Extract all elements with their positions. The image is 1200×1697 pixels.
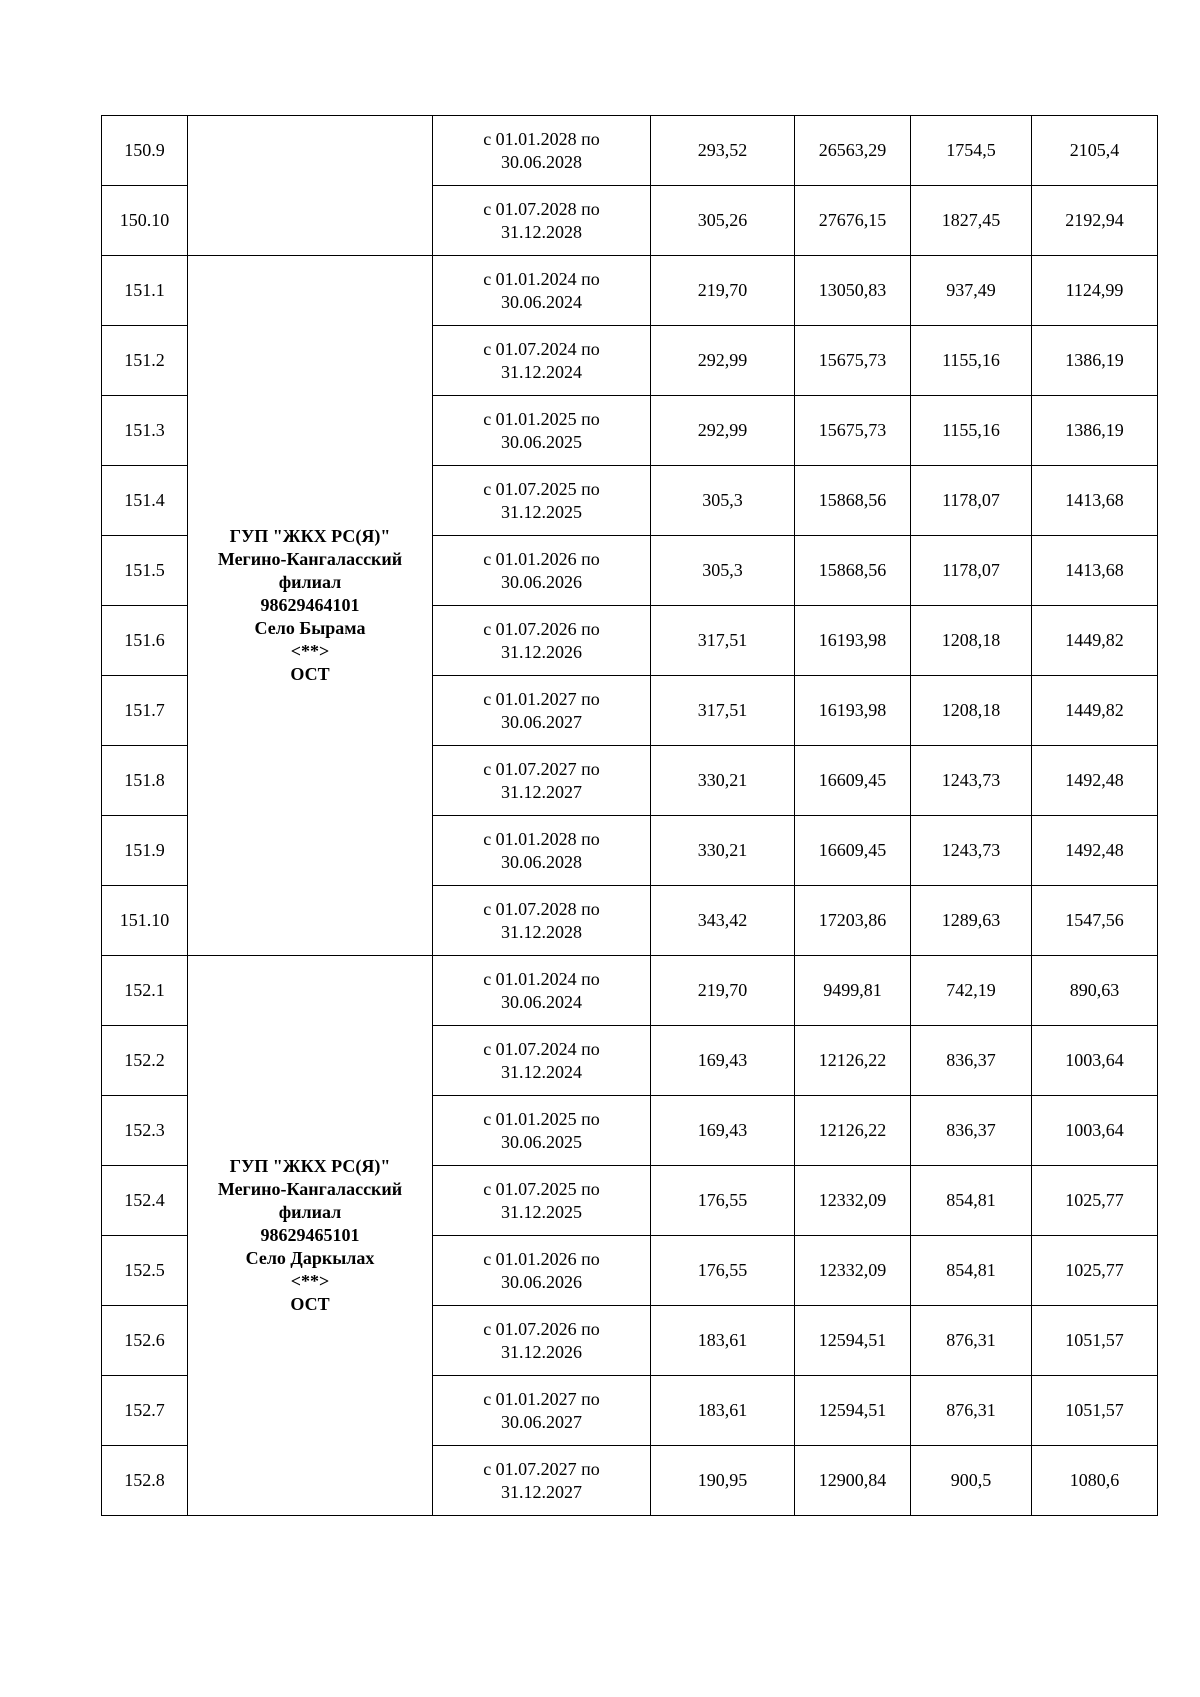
value-cell-v4: 1492,48 <box>1032 746 1158 816</box>
period-cell <box>433 886 651 956</box>
value-cell-v3: 1243,73 <box>911 746 1032 816</box>
period-from: с 01.01.2028 по <box>483 128 600 149</box>
value-cell-v2: 13050,83 <box>795 256 911 326</box>
period-to: 30.06.2024 <box>501 991 582 1012</box>
value-cell-v1: 293,52 <box>651 116 795 186</box>
value-cell-v3: 876,31 <box>911 1306 1032 1376</box>
value-cell-v2: 26563,29 <box>795 116 911 186</box>
period-cell <box>433 396 651 466</box>
value-cell-v4: 890,63 <box>1032 956 1158 1026</box>
period-from: с 01.07.2028 по <box>483 198 600 219</box>
period-from: с 01.01.2025 по <box>483 408 600 429</box>
value-cell-v4: 1547,56 <box>1032 886 1158 956</box>
period-cell <box>433 466 651 536</box>
value-cell-v2: 9499,81 <box>795 956 911 1026</box>
period-from: с 01.07.2027 по <box>483 1458 600 1479</box>
value-cell-v4: 1386,19 <box>1032 326 1158 396</box>
period-cell <box>433 186 651 256</box>
period-to: 31.12.2027 <box>501 1481 582 1502</box>
value-cell-v1: 305,3 <box>651 466 795 536</box>
period-to: 30.06.2027 <box>501 711 582 732</box>
value-cell-v2: 16609,45 <box>795 746 911 816</box>
row-number: 152.8 <box>102 1446 188 1516</box>
organization-cell <box>188 256 433 956</box>
period-to: 31.12.2027 <box>501 781 582 802</box>
period-from: с 01.01.2027 по <box>483 688 600 709</box>
period-to: 31.12.2026 <box>501 1341 582 1362</box>
row-number: 151.6 <box>102 606 188 676</box>
period-to: 30.06.2025 <box>501 1131 582 1152</box>
period-to: 30.06.2025 <box>501 431 582 452</box>
value-cell-v3: 1178,07 <box>911 536 1032 606</box>
period-cell <box>433 116 651 186</box>
period-cell <box>433 1306 651 1376</box>
table-row <box>102 956 1158 1026</box>
value-cell-v1: 292,99 <box>651 326 795 396</box>
row-number: 150.9 <box>102 116 188 186</box>
value-cell-v1: 183,61 <box>651 1376 795 1446</box>
row-number: 151.9 <box>102 816 188 886</box>
value-cell-v4: 2192,94 <box>1032 186 1158 256</box>
value-cell-v4: 1080,6 <box>1032 1446 1158 1516</box>
period-cell <box>433 956 651 1026</box>
row-number: 152.6 <box>102 1306 188 1376</box>
org-type: ОСТ <box>290 664 330 684</box>
value-cell-v1: 317,51 <box>651 606 795 676</box>
org-branch-word: филиал <box>278 1202 342 1222</box>
table-row <box>102 116 1158 186</box>
period-from: с 01.01.2024 по <box>483 968 600 989</box>
value-cell-v4: 1025,77 <box>1032 1236 1158 1306</box>
value-cell-v1: 190,95 <box>651 1446 795 1516</box>
value-cell-v2: 15868,56 <box>795 536 911 606</box>
value-cell-v3: 1155,16 <box>911 396 1032 466</box>
value-cell-v3: 1178,07 <box>911 466 1032 536</box>
period-cell <box>433 1236 651 1306</box>
period-from: с 01.07.2024 по <box>483 1038 600 1059</box>
value-cell-v1: 292,99 <box>651 396 795 466</box>
row-number: 152.2 <box>102 1026 188 1096</box>
period-to: 30.06.2028 <box>501 851 582 872</box>
value-cell-v4: 1449,82 <box>1032 606 1158 676</box>
value-cell-v4: 1025,77 <box>1032 1166 1158 1236</box>
row-number: 152.5 <box>102 1236 188 1306</box>
value-cell-v3: 1208,18 <box>911 606 1032 676</box>
period-cell <box>433 1446 651 1516</box>
value-cell-v1: 305,3 <box>651 536 795 606</box>
value-cell-v3: 742,19 <box>911 956 1032 1026</box>
value-cell-v2: 17203,86 <box>795 886 911 956</box>
value-cell-v2: 12332,09 <box>795 1166 911 1236</box>
period-to: 31.12.2024 <box>501 1061 582 1082</box>
period-to: 31.12.2025 <box>501 1201 582 1222</box>
value-cell-v2: 16193,98 <box>795 676 911 746</box>
value-cell-v3: 836,37 <box>911 1026 1032 1096</box>
org-code: 98629465101 <box>260 1225 360 1245</box>
period-to: 30.06.2024 <box>501 291 582 312</box>
value-cell-v1: 169,43 <box>651 1096 795 1166</box>
period-cell <box>433 256 651 326</box>
value-cell-v1: 176,55 <box>651 1166 795 1236</box>
value-cell-v1: 183,61 <box>651 1306 795 1376</box>
organization-cell <box>188 956 433 1516</box>
value-cell-v2: 16193,98 <box>795 606 911 676</box>
period-from: с 01.01.2026 по <box>483 1248 600 1269</box>
value-cell-v4: 1449,82 <box>1032 676 1158 746</box>
value-cell-v2: 12332,09 <box>795 1236 911 1306</box>
period-from: с 01.01.2024 по <box>483 268 600 289</box>
value-cell-v2: 12126,22 <box>795 1096 911 1166</box>
row-number: 152.4 <box>102 1166 188 1236</box>
period-from: с 01.07.2027 по <box>483 758 600 779</box>
row-number: 152.1 <box>102 956 188 1026</box>
org-branch: Мегино-Кангаласский <box>217 1179 403 1199</box>
value-cell-v2: 16609,45 <box>795 816 911 886</box>
period-from: с 01.01.2028 по <box>483 828 600 849</box>
period-from: с 01.07.2024 по <box>483 338 600 359</box>
period-to: 30.06.2027 <box>501 1411 582 1432</box>
period-to: 31.12.2028 <box>501 921 582 942</box>
value-cell-v4: 1386,19 <box>1032 396 1158 466</box>
row-number: 150.10 <box>102 186 188 256</box>
period-from: с 01.01.2026 по <box>483 548 600 569</box>
value-cell-v4: 1051,57 <box>1032 1376 1158 1446</box>
value-cell-v1: 219,70 <box>651 256 795 326</box>
table-row <box>102 256 1158 326</box>
value-cell-v4: 2105,4 <box>1032 116 1158 186</box>
value-cell-v2: 12900,84 <box>795 1446 911 1516</box>
row-number: 151.2 <box>102 326 188 396</box>
org-branch: Мегино-Кангаласский <box>217 549 403 569</box>
period-cell <box>433 1026 651 1096</box>
value-cell-v1: 219,70 <box>651 956 795 1026</box>
period-to: 30.06.2028 <box>501 151 582 172</box>
period-cell <box>433 536 651 606</box>
period-from: с 01.07.2026 по <box>483 1318 600 1339</box>
period-cell <box>433 816 651 886</box>
row-number: 152.7 <box>102 1376 188 1446</box>
value-cell-v4: 1051,57 <box>1032 1306 1158 1376</box>
org-name: ГУП "ЖКХ РС(Я)" <box>229 526 391 546</box>
period-cell <box>433 676 651 746</box>
value-cell-v1: 330,21 <box>651 746 795 816</box>
value-cell-v1: 317,51 <box>651 676 795 746</box>
row-number: 152.3 <box>102 1096 188 1166</box>
period-to: 31.12.2028 <box>501 221 582 242</box>
org-locality: Село Бырама <box>254 618 366 638</box>
period-from: с 01.07.2025 по <box>483 478 600 499</box>
period-from: с 01.07.2026 по <box>483 618 600 639</box>
value-cell-v3: 1155,16 <box>911 326 1032 396</box>
value-cell-v3: 1208,18 <box>911 676 1032 746</box>
row-number: 151.1 <box>102 256 188 326</box>
value-cell-v2: 12594,51 <box>795 1376 911 1446</box>
value-cell-v1: 305,26 <box>651 186 795 256</box>
org-locality: Село Даркылах <box>245 1248 375 1268</box>
value-cell-v3: 836,37 <box>911 1096 1032 1166</box>
value-cell-v3: 1827,45 <box>911 186 1032 256</box>
period-to: 30.06.2026 <box>501 571 582 592</box>
value-cell-v4: 1003,64 <box>1032 1026 1158 1096</box>
value-cell-v3: 1243,73 <box>911 816 1032 886</box>
period-cell <box>433 1166 651 1236</box>
org-name: ГУП "ЖКХ РС(Я)" <box>229 1156 391 1176</box>
period-cell <box>433 746 651 816</box>
period-from: с 01.01.2027 по <box>483 1388 600 1409</box>
value-cell-v2: 12594,51 <box>795 1306 911 1376</box>
value-cell-v1: 343,42 <box>651 886 795 956</box>
value-cell-v4: 1492,48 <box>1032 816 1158 886</box>
value-cell-v3: 1289,63 <box>911 886 1032 956</box>
value-cell-v2: 15675,73 <box>795 326 911 396</box>
row-number: 151.10 <box>102 886 188 956</box>
value-cell-v1: 169,43 <box>651 1026 795 1096</box>
value-cell-v1: 330,21 <box>651 816 795 886</box>
value-cell-v2: 15868,56 <box>795 466 911 536</box>
org-code: 98629464101 <box>260 595 360 615</box>
value-cell-v3: 900,5 <box>911 1446 1032 1516</box>
value-cell-v3: 854,81 <box>911 1236 1032 1306</box>
value-cell-v3: 876,31 <box>911 1376 1032 1446</box>
period-to: 30.06.2026 <box>501 1271 582 1292</box>
organization-cell-continued <box>188 116 433 256</box>
row-number: 151.8 <box>102 746 188 816</box>
value-cell-v1: 176,55 <box>651 1236 795 1306</box>
row-number: 151.7 <box>102 676 188 746</box>
period-cell <box>433 326 651 396</box>
org-type: ОСТ <box>290 1294 330 1314</box>
value-cell-v2: 15675,73 <box>795 396 911 466</box>
value-cell-v2: 27676,15 <box>795 186 911 256</box>
period-to: 31.12.2024 <box>501 361 582 382</box>
org-mark: <**> <box>290 1271 330 1291</box>
value-cell-v4: 1124,99 <box>1032 256 1158 326</box>
value-cell-v4: 1413,68 <box>1032 536 1158 606</box>
period-from: с 01.01.2025 по <box>483 1108 600 1129</box>
tariff-table-body <box>102 116 1158 1516</box>
period-to: 31.12.2026 <box>501 641 582 662</box>
org-mark: <**> <box>290 641 330 661</box>
period-cell <box>433 1096 651 1166</box>
row-number: 151.4 <box>102 466 188 536</box>
value-cell-v4: 1003,64 <box>1032 1096 1158 1166</box>
value-cell-v3: 937,49 <box>911 256 1032 326</box>
period-cell <box>433 606 651 676</box>
org-branch-word: филиал <box>278 572 342 592</box>
value-cell-v2: 12126,22 <box>795 1026 911 1096</box>
period-to: 31.12.2025 <box>501 501 582 522</box>
row-number: 151.5 <box>102 536 188 606</box>
value-cell-v4: 1413,68 <box>1032 466 1158 536</box>
value-cell-v3: 1754,5 <box>911 116 1032 186</box>
row-number: 151.3 <box>102 396 188 466</box>
period-from: с 01.07.2028 по <box>483 898 600 919</box>
period-cell <box>433 1376 651 1446</box>
tariff-table <box>101 115 1158 1516</box>
value-cell-v3: 854,81 <box>911 1166 1032 1236</box>
period-from: с 01.07.2025 по <box>483 1178 600 1199</box>
